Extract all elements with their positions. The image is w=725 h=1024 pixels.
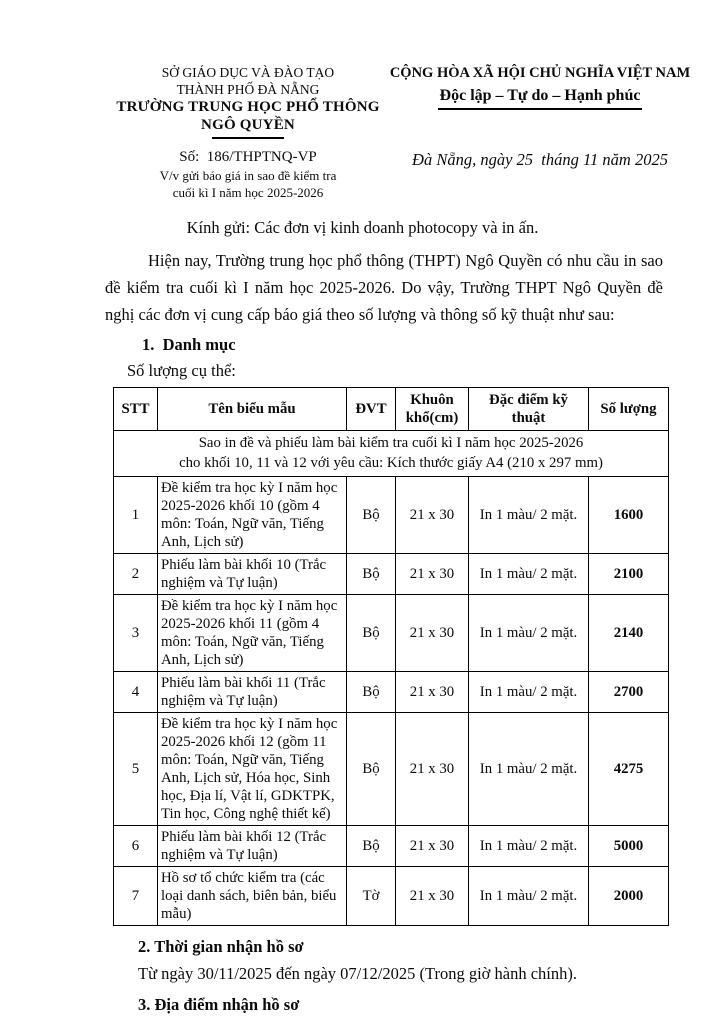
cell-quantity: 5000 — [589, 826, 669, 867]
body-paragraph: Hiện nay, Trường trung học phổ thông (THPT) Ngô Quyền có nhu cầu in sao đề kiểm tra cuối kì I năm học 2025-2026. Do vậy, Trường THPT Ngô Quyền đề nghị các đơn vị cung cấp báo giá theo số lượng và thông số kỹ thuật như sau: — [105, 251, 663, 324]
school-type-line: TRƯỜNG TRUNG HỌC PHỔ THÔNG — [116, 99, 380, 115]
header-stt: STT — [114, 388, 158, 431]
cell-size: 21 x 30 — [396, 826, 469, 867]
cell-form-name: Đề kiểm tra học kỳ I năm học 2025-2026 khối 10 (gồm 4 môn: Toán, Ngữ văn, Tiếng Anh, Lịch sử) — [158, 477, 347, 554]
cell-size: 21 x 30 — [396, 672, 469, 713]
letterhead — [0, 64, 725, 201]
cell-stt: 5 — [114, 713, 158, 826]
table-note-cell — [114, 431, 669, 477]
header-quantity: Số lượng — [589, 388, 669, 431]
section-2-heading: 2. Thời gian nhận hồ sơ — [138, 937, 304, 956]
cell-quantity: 2140 — [589, 595, 669, 672]
cell-stt: 6 — [114, 826, 158, 867]
cell-spec: In 1 màu/ 2 mặt. — [469, 477, 589, 554]
cell-form-name: Phiếu làm bài khối 11 (Trắc nghiệm và Tự luận) — [158, 672, 347, 713]
table-note-line2: cho khối 10, 11 và 12 với yêu cầu: Kích thước giấy A4 (210 x 297 mm) — [179, 454, 603, 471]
section-3-heading: 3. Địa điểm nhận hồ sơ — [138, 995, 300, 1014]
cell-unit: Bộ — [347, 826, 396, 867]
table-row — [114, 867, 669, 926]
table-header-row — [114, 388, 669, 431]
header-form-name: Tên biểu mẫu — [158, 388, 347, 431]
cell-spec: In 1 màu/ 2 mặt. — [469, 554, 589, 595]
cell-quantity: 2000 — [589, 867, 669, 926]
cell-unit: Bộ — [347, 713, 396, 826]
table-row — [114, 672, 669, 713]
table-row — [114, 826, 669, 867]
document-subject-line2: cuối kì I năm học 2025-2026 — [172, 185, 324, 200]
section-1-heading: 1. Danh mục — [142, 335, 236, 354]
cell-spec: In 1 màu/ 2 mặt. — [469, 672, 589, 713]
table-row — [114, 477, 669, 554]
cell-quantity: 1600 — [589, 477, 669, 554]
cell-spec: In 1 màu/ 2 mặt. — [469, 713, 589, 826]
cell-unit: Bộ — [347, 672, 396, 713]
cell-stt: 3 — [114, 595, 158, 672]
table-row — [114, 713, 669, 826]
issuer-block — [92, 64, 404, 201]
issuing-department: SỞ GIÁO DỤC VÀ ĐÀO TẠO — [161, 65, 335, 80]
cell-form-name: Đề kiểm tra học kỳ I năm học 2025-2026 khối 11 (gồm 4 môn: Toán, Ngữ văn, Tiếng Anh, Lịch sử) — [158, 595, 347, 672]
cell-quantity: 2100 — [589, 554, 669, 595]
document-subject-line1: V/v gửi báo giá in sao đề kiểm tra — [159, 168, 337, 183]
cell-stt: 2 — [114, 554, 158, 595]
cell-stt: 7 — [114, 867, 158, 926]
salutation-line: Kính gửi: Các đơn vị kinh doanh photocopy và in ấn. — [186, 218, 539, 237]
header-unit: ĐVT — [347, 388, 396, 431]
cell-stt: 1 — [114, 477, 158, 554]
header-size: Khuôn khổ(cm) — [396, 388, 469, 431]
table-note-row — [114, 431, 669, 477]
cell-size: 21 x 30 — [396, 554, 469, 595]
school-name: NGÔ QUYỀN — [201, 117, 295, 133]
pricing-table — [113, 387, 669, 926]
cell-spec: In 1 màu/ 2 mặt. — [469, 826, 589, 867]
cell-size: 21 x 30 — [396, 867, 469, 926]
cell-form-name: Đề kiểm tra học kỳ I năm học 2025-2026 khối 12 (gồm 11 môn: Toán, Ngữ văn, Tiếng Anh, Lịch sử, Hóa học, Sinh học, Địa lí, Vật lí, GDKTPK, Tin học, Công nghệ thiết kế) — [158, 713, 347, 826]
header-spec: Đặc điểm kỹ thuật — [469, 388, 589, 431]
quantity-intro: Số lượng cụ thể: — [127, 361, 236, 380]
national-title: CỘNG HÒA XÃ HỘI CHỦ NGHĨA VIỆT NAM — [389, 65, 691, 81]
document-number: Số: 186/THPTNQ-VP — [179, 149, 317, 165]
cell-spec: In 1 màu/ 2 mặt. — [469, 867, 589, 926]
cell-spec: In 1 màu/ 2 mặt. — [469, 595, 589, 672]
cell-quantity: 2700 — [589, 672, 669, 713]
cell-unit: Tờ — [347, 867, 396, 926]
cell-unit: Bộ — [347, 477, 396, 554]
table-row — [114, 595, 669, 672]
cell-size: 21 x 30 — [396, 595, 469, 672]
issuing-city: THÀNH PHỐ ĐÀ NẴNG — [176, 82, 320, 97]
cell-unit: Bộ — [347, 554, 396, 595]
section-2-text: Từ ngày 30/11/2025 đến ngày 07/12/2025 (Trong giờ hành chính). — [138, 964, 577, 983]
national-motto: Độc lập – Tự do – Hạnh phúc — [438, 86, 643, 110]
table-note-line1: Sao in đề và phiếu làm bài kiểm tra cuối kì I năm học 2025-2026 — [198, 435, 584, 451]
national-header-block — [388, 64, 692, 170]
place-and-date: Đà Nẵng, ngày 25 tháng 11 năm 2025 — [412, 150, 668, 169]
cell-size: 21 x 30 — [396, 713, 469, 826]
cell-quantity: 4275 — [589, 713, 669, 826]
cell-form-name: Phiếu làm bài khối 12 (Trắc nghiệm và Tự luận) — [158, 826, 347, 867]
cell-size: 21 x 30 — [396, 477, 469, 554]
cell-form-name: Hồ sơ tổ chức kiểm tra (các loại danh sách, biên bản, biểu mẫu) — [158, 867, 347, 926]
cell-form-name: Phiếu làm bài khối 10 (Trắc nghiệm và Tự luận) — [158, 554, 347, 595]
cell-stt: 4 — [114, 672, 158, 713]
table-row — [114, 554, 669, 595]
school-name-rule — [212, 137, 284, 139]
national-motto-wrap — [388, 83, 692, 110]
cell-unit: Bộ — [347, 595, 396, 672]
